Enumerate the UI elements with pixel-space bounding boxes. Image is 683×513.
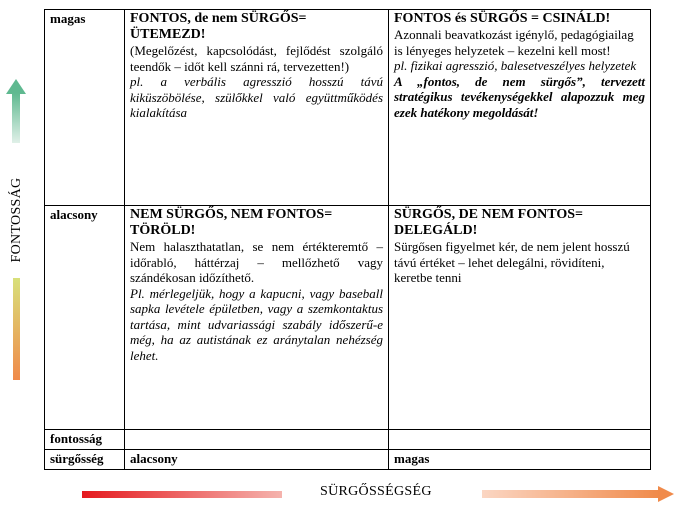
quadrant-schedule-text: (Megelőzést, kapcsolódást, fejlődést szolgáló teendők – időt kell szánni rá, tervezetten!) — [130, 43, 383, 74]
quadrant-do-note: A „fontos, de nem sürgős”, tervezett stratégikus tevékenységekkel alapozzuk meg ezek hatékony megoldását! — [394, 73, 645, 120]
row-low — [45, 206, 651, 430]
quadrant-delete-text: Nem halaszthatatlan, se nem értékteremtő – időrabló, háttérzaj – mellőzhető vagy szándékosan időzíthető. — [130, 239, 383, 285]
quadrant-schedule-title: FONTOS, de nem SÜRGŐS= ÜTEMEZD! — [130, 11, 307, 42]
eisenhower-matrix — [44, 9, 651, 470]
row-high — [45, 10, 651, 206]
quadrant-do-text: Azonnali beavatkozást igénylő, pedagógiailag is lényeges helyzetek – kezelni kell most! — [394, 27, 634, 58]
row-importance-label: fontosság — [45, 430, 125, 450]
row-urgency-label: sürgősség — [45, 450, 125, 470]
urgency-gradient-bar-left — [82, 491, 282, 498]
quadrant-do-example: pl. fizikai agresszió, balesetveszélyes helyzetek — [394, 58, 637, 73]
col-low-label: alacsony — [125, 450, 389, 470]
quadrant-do — [389, 10, 651, 206]
empty-cell — [125, 430, 389, 450]
quadrant-delete-title: NEM SÜRGŐS, NEM FONTOS= TÖRÖLD! — [130, 207, 333, 238]
quadrant-delete — [125, 206, 389, 430]
quadrant-delegate — [389, 206, 651, 430]
quadrant-delete-example: Pl. mérlegeljük, hogy a kapucni, vagy baseball sapka levétele épületben, vagy a szemkontaktus tartása, mint udvariassági szabály időszerű-e még, ha az autistának ez aránytalan nehézség lehet. — [130, 285, 383, 363]
urgency-arrow-bar — [482, 490, 660, 498]
importance-gradient-bar — [13, 278, 20, 380]
urgency-axis-label: SÜRGŐSSÉGSÉG — [320, 484, 432, 499]
col-high-label: magas — [389, 450, 651, 470]
quadrant-do-title: FONTOS és SÜRGŐS = CSINÁLD! — [394, 11, 611, 26]
quadrant-delegate-title: SÜRGŐS, DE NEM FONTOS= DELEGÁLD! — [394, 207, 583, 238]
quadrant-schedule-example: pl. a verbális agresszió hosszú távú kiküszöbölése, szülőkkel való együttműködés kialakítása — [130, 74, 383, 120]
importance-arrow-bar — [12, 93, 20, 143]
row-high-label: magas — [45, 10, 125, 206]
row-importance — [45, 430, 651, 450]
quadrant-delegate-text: Sürgősen figyelmet kér, de nem jelent hosszú távú értéket – lehet delegálni, rövidíteni, keretbe tenni — [394, 239, 630, 285]
urgency-arrow-head — [658, 486, 674, 502]
quadrant-schedule — [125, 10, 389, 206]
importance-axis-label: FONTOSSÁG — [9, 177, 24, 263]
importance-arrow-head — [6, 79, 26, 94]
empty-cell — [389, 430, 651, 450]
row-urgency — [45, 450, 651, 470]
row-low-label: alacsony — [45, 206, 125, 430]
